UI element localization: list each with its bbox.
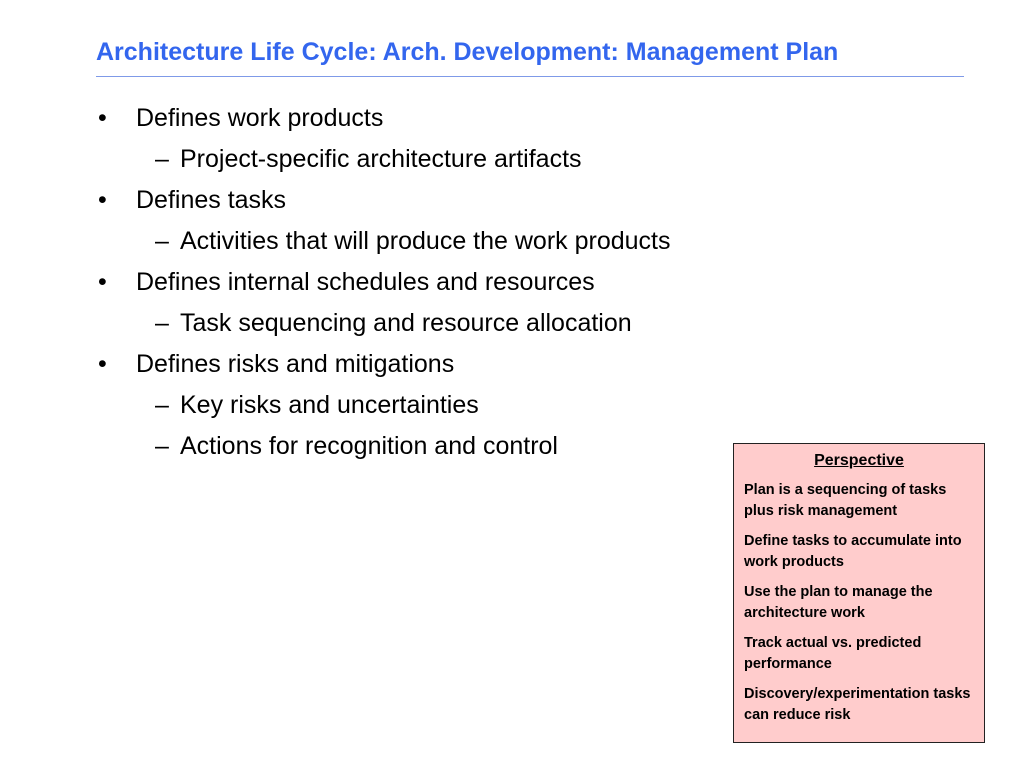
slide-title: Architecture Life Cycle: Arch. Development: Management Plan — [96, 38, 839, 66]
dash-marker: – — [155, 391, 169, 419]
bullet-text: Defines tasks — [136, 186, 287, 214]
dash-marker: – — [155, 145, 169, 173]
sub-bullet-item — [96, 426, 671, 467]
perspective-box — [733, 443, 985, 743]
perspective-item: Plan is a sequencing of tasks plus risk management — [744, 482, 947, 519]
sub-bullet-text: Actions for recognition and control — [180, 432, 558, 460]
bullet-item — [96, 98, 671, 139]
bullet-item — [96, 180, 671, 221]
perspective-item: Use the plan to manage the architecture work — [744, 584, 933, 621]
bullet-marker: • — [98, 268, 107, 296]
sub-bullet-item — [96, 139, 671, 180]
bullet-list — [96, 98, 671, 467]
bullet-item — [96, 262, 671, 303]
bullet-text: Defines internal schedules and resources — [136, 268, 595, 296]
bullet-marker: • — [98, 186, 107, 214]
dash-marker: – — [155, 309, 169, 337]
sub-bullet-text: Project-specific architecture artifacts — [180, 145, 582, 173]
dash-marker: – — [155, 227, 169, 255]
perspective-heading: Perspective — [814, 452, 904, 469]
bullet-item — [96, 344, 671, 385]
bullet-text: Defines risks and mitigations — [136, 350, 455, 378]
perspective-item: Discovery/experimentation tasks can reduce risk — [744, 686, 971, 723]
sub-bullet-text: Key risks and uncertainties — [180, 391, 479, 419]
sub-bullet-item — [96, 221, 671, 262]
sub-bullet-text: Task sequencing and resource allocation — [180, 309, 632, 337]
sub-bullet-text: Activities that will produce the work products — [180, 227, 671, 255]
bullet-marker: • — [98, 104, 107, 132]
perspective-item: Track actual vs. predicted performance — [744, 635, 922, 672]
bullet-text: Defines work products — [136, 104, 384, 132]
dash-marker: – — [155, 432, 169, 460]
sub-bullet-item — [96, 385, 671, 426]
title-divider — [96, 76, 964, 77]
sub-bullet-item — [96, 303, 671, 344]
bullet-marker: • — [98, 350, 107, 378]
perspective-item: Define tasks to accumulate into work products — [744, 533, 962, 570]
